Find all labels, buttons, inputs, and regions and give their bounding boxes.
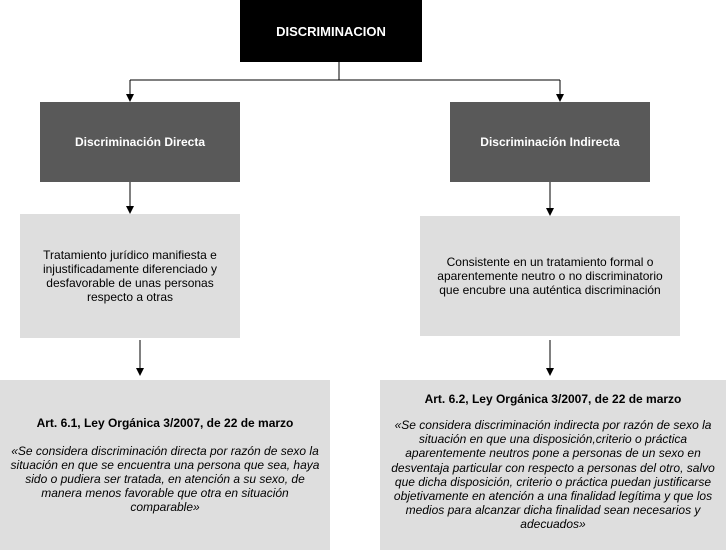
direct-definition-node: [20, 214, 240, 338]
direct-law-quote: «Se considera discriminación directa por razón de sexo la situación en que se encuentra una persona que sea, haya sido o pudiera ser tratada, en atención a su sexo, de manera menos favorable que otra en situación comparable»: [10, 444, 320, 514]
direct-law-title: Art. 6.1, Ley Orgánica 3/2007, de 22 de marzo: [36, 416, 294, 430]
direct-discrimination-label: Discriminación Directa: [74, 135, 206, 149]
indirect-law-node: [380, 380, 726, 550]
indirect-discrimination-label: Discriminación Indirecta: [480, 135, 620, 149]
indirect-definition-node: [420, 216, 680, 336]
indirect-law-quote: «Se considera discriminación indirecta por razón de sexo la situación en que una disposición,criterio o práctica aparentemente neutros pone a personas de un sexo en desventaja particular con respecto a personas del otro, salvo que dicha disposición, criterio o práctica puedan justificarse objetivamente en atención a una finalidad legítima y que los medios para alcanzar dicha finalidad sean necesarios y adecuados»: [391, 418, 715, 532]
indirect-law-title: Art. 6.2, Ley Orgánica 3/2007, de 22 de marzo: [424, 392, 682, 406]
indirect-discrimination-node: [450, 102, 650, 182]
direct-discrimination-node: [40, 102, 240, 182]
root-label: DISCRIMINACION: [276, 23, 386, 39]
direct-law-node: [0, 380, 330, 550]
indirect-definition-text: Consistente en un tratamiento formal o aparentemente neutro o no discriminatorio que encubre una auténtica discriminación: [437, 255, 663, 297]
direct-definition-text: Tratamiento jurídico manifiesta e injustificadamente diferenciado y desfavorable de unas personas respecto a otras: [42, 248, 218, 304]
root-node: [240, 0, 422, 62]
